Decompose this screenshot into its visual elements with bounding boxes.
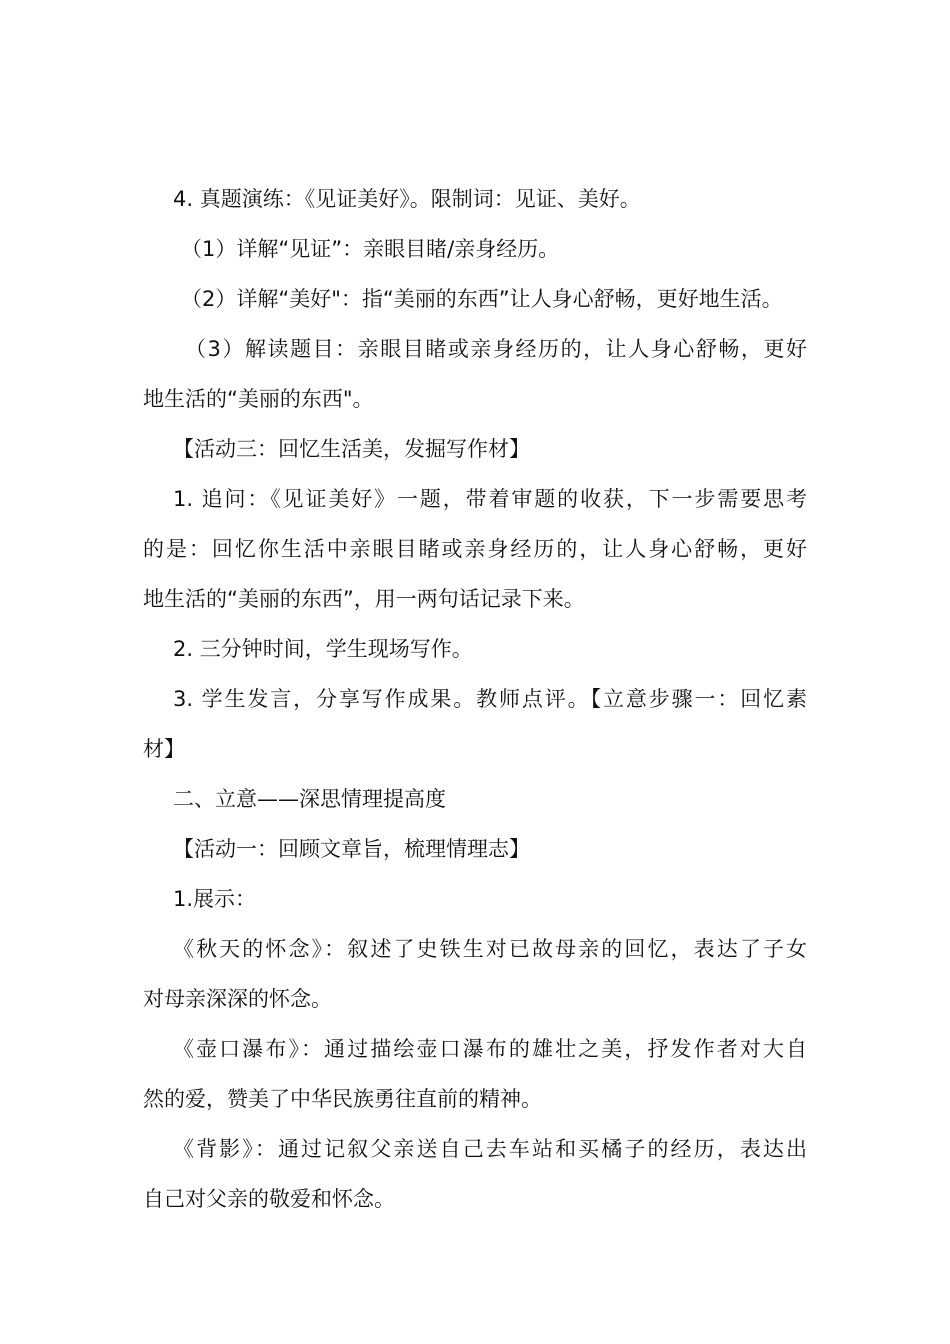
section-heading: 【活动三：回忆生活美，发掘写作材】 xyxy=(173,437,530,461)
paragraph-line: 自己对父亲的敬爱和怀念。 xyxy=(143,1187,395,1211)
paragraph-line: 《秋天的怀念》：叙述了史铁生对已故母亲的回忆，表达了子女 xyxy=(173,937,807,961)
paragraph-line: 《背影》：通过记叙父亲送自己去车站和买橘子的经历，表达出 xyxy=(173,1137,807,1161)
paragraph-line: （1）详解“见证”：亲眼目睹/亲身经历。 xyxy=(181,237,560,261)
paragraph-line: （3）解读题目：亲眼目睹或亲身经历的，让人身心舒畅，更好 xyxy=(185,337,807,361)
section-heading: 二、立意——深思情理提高度 xyxy=(173,787,446,811)
paragraph-line: 2. 三分钟时间，学生现场写作。 xyxy=(173,637,473,661)
paragraph-line: 地生活的“美丽的东西”，用一两句话记录下来。 xyxy=(143,587,585,611)
paragraph-line: 材】 xyxy=(143,737,185,761)
paragraph-line: 4. 真题演练：《见证美好》。限制词：见证、美好。 xyxy=(173,187,641,211)
paragraph-line: （2）详解“美好"：指“美丽的东西”让人身心舒畅，更好地生活。 xyxy=(181,287,783,311)
paragraph-line: 对母亲深深的怀念。 xyxy=(143,987,332,1011)
paragraph-line: 地生活的“美丽的东西"。 xyxy=(143,387,374,411)
paragraph-line: 《壶口瀑布》：通过描绘壶口瀑布的雄壮之美，抒发作者对大自 xyxy=(173,1037,807,1061)
paragraph-line: 1.展示： xyxy=(173,887,257,911)
paragraph-line: 然的爱，赞美了中华民族勇往直前的精神。 xyxy=(143,1087,542,1111)
paragraph-line: 1. 追问：《见证美好》一题，带着审题的收获，下一步需要思考 xyxy=(173,487,807,511)
paragraph-line: 3. 学生发言，分享写作成果。教师点评。【立意步骤一：回忆素 xyxy=(173,687,807,711)
paragraph-line: 的是：回忆你生活中亲眼目睹或亲身经历的，让人身心舒畅，更好 xyxy=(143,537,807,561)
section-heading: 【活动一：回顾文章旨，梳理情理志】 xyxy=(173,837,530,861)
